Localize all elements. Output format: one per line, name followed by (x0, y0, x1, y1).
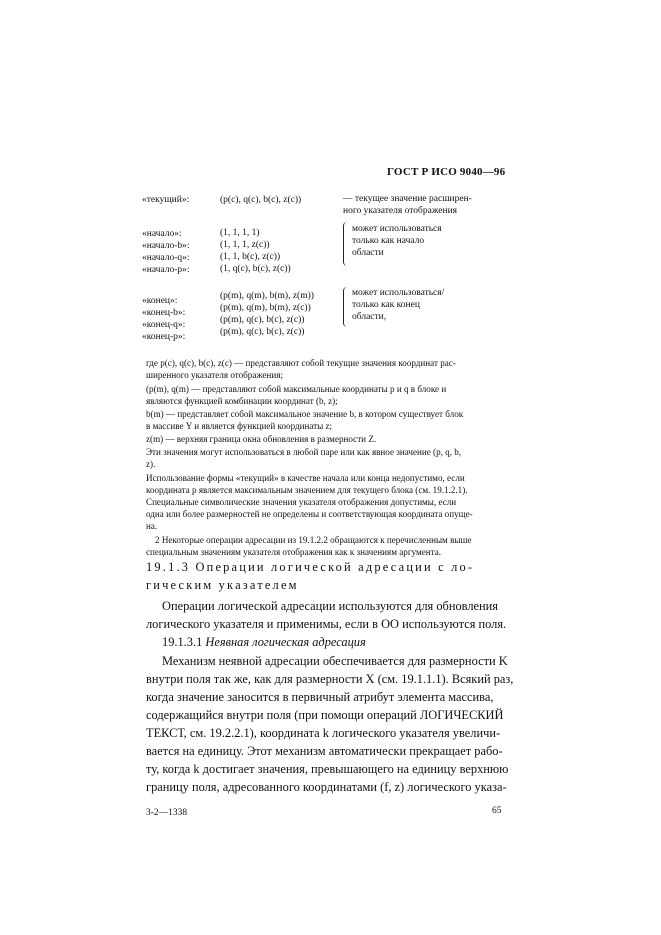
paragraph-line: когда значение заносится в первичный атрибут элемента массива, (146, 690, 494, 704)
table-label: «начало-p»: (142, 265, 190, 275)
table-value: (p(c), q(c), b(c), z(c)) (220, 195, 302, 205)
note-line: z). (146, 459, 156, 469)
note-line: на. (146, 521, 158, 531)
table-value: (1, 1, 1, 1) (220, 228, 260, 238)
note-line: являются функцией комбинации координат (b, z); (146, 396, 338, 406)
table-label: «конец-q»: (142, 320, 186, 330)
table-note: ного указателя отображения (343, 206, 458, 216)
section-heading: гическим указателем (146, 578, 299, 592)
note-line: координата p является максимальным значением для текущего блока (см. 19.1.2.1). (146, 485, 468, 495)
table-value: (p(m), q(c), b(c), z(c)) (220, 327, 305, 337)
table-value: (1, 1, b(c), z(c)) (220, 252, 281, 262)
table-label: «текущий»: (142, 195, 190, 205)
table-value: (1, 1, 1, z(c)) (220, 240, 270, 250)
brace-divider (343, 287, 350, 327)
table-note: может использоваться/ (352, 288, 445, 298)
note-line: b(m) — представляет собой максимальное значение b, в котором существует блок (146, 409, 464, 419)
brace-divider (343, 222, 350, 266)
paragraph-line: Механизм неявной адресации обеспечивается для размерности K (162, 654, 508, 668)
paragraph-line: Операции логической адресации используются для обновления (162, 599, 499, 613)
note-line: в массиве Y и является функцией координаты z; (146, 421, 333, 431)
table-value: (1, q(c), b(c), z(c)) (220, 264, 291, 274)
subsection-title: Неявная логическая адресация (205, 635, 366, 649)
table-note: области, (352, 312, 387, 322)
note-line: где p(c), q(c), b(c), z(c) — представляют собой текущие значения координат рас- (146, 358, 456, 368)
note-line: z(m) — верхняя граница окна обновления в размерности Z. (146, 434, 377, 444)
page-number: 65 (492, 806, 502, 816)
paragraph-line: логического указателя и применимы, если в ОО используются поля. (146, 617, 507, 631)
document-header: ГОСТ Р ИСО 9040—96 (387, 166, 506, 178)
table-label: «начало»: (142, 229, 182, 239)
table-label: «начало-q»: (142, 253, 190, 263)
paragraph-line: ту, когда k достигает значения, превышающего на единицу верхнюю (146, 762, 509, 776)
section-heading: 19.1.3 Операции логической адресации с ло- (146, 560, 475, 574)
note-line: (p(m), q(m) — представляют собой максимальные координаты p и q в блоке и (146, 384, 447, 394)
table-value: (p(m), q(c), b(c), z(c)) (220, 315, 305, 325)
table-note: — текущее значение расширен- (343, 194, 472, 204)
table-label: «начало-b»: (142, 241, 190, 251)
note-line: 2 Некоторые операции адресации из 19.1.2.2 обращаются к перечисленным выше (155, 535, 472, 545)
paragraph-line: вается на единицу. Этот механизм автоматически прекращает рабо- (146, 744, 503, 758)
table-label: «конец»: (142, 296, 178, 306)
note-line: одна или более размерностей не определены и соответствующая координата опуще- (146, 509, 473, 519)
note-line: Использование формы «текущий» в качестве начала или конца недопустимо, если (146, 473, 465, 483)
table-label: «конец-b»: (142, 308, 186, 318)
table-note: только как конец (352, 300, 420, 310)
paragraph-line: ТЕКСТ, см. 19.2.2.1), координата k логического указателя увеличи- (146, 726, 501, 740)
paragraph-line: границу поля, адресованного координатами (f, z) логического указа- (146, 780, 507, 794)
table-value: (p(m), q(m), b(m), z(c)) (220, 303, 311, 313)
table-note: только как начало (352, 236, 425, 246)
table-note: может использоваться (352, 224, 442, 234)
subsection-heading (162, 634, 366, 652)
paragraph-line: внутри поля так же, как для размерности X (см. 19.1.1.1). Всякий раз, (146, 672, 514, 686)
note-line: Специальные символические значения указателя отображения допустимы, если (146, 497, 457, 507)
footer-code: 3-2—1338 (146, 808, 188, 818)
note-line: ширенного указателя отображения; (146, 370, 283, 380)
table-note: области (352, 248, 384, 258)
table-label: «конец-p»: (142, 332, 186, 342)
note-line: Эти значения могут использоваться в любой паре или как явное значение (p, q, b, (146, 447, 462, 457)
note-line: специальным значениям указателя отображения как к значениям аргумента. (146, 547, 442, 557)
paragraph-line: содержащийся внутри поля (при помощи операций ЛОГИЧЕСКИЙ (146, 708, 504, 722)
table-value: (p(m), q(m), b(m), z(m)) (220, 291, 314, 301)
subsection-number: 19.1.3.1 (162, 635, 203, 649)
